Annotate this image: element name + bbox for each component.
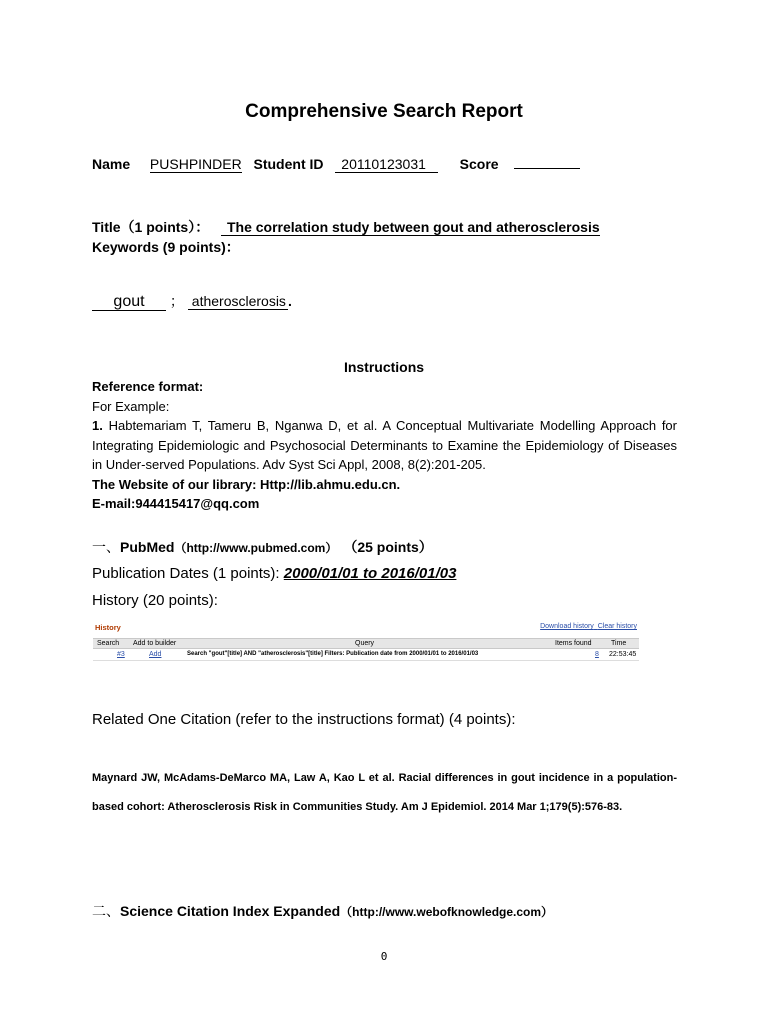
table-row [93,650,639,661]
sci-url: （http://www.webofknowledge.com） [340,905,554,919]
student-info-row [92,155,580,173]
keyword-end: . [287,293,292,309]
report-title-row [92,217,600,237]
sci-name: Science Citation Index Expanded [120,903,341,919]
keyword-2: atherosclerosis [188,294,288,310]
example-number: 1. [92,418,103,433]
publication-dates-row [92,565,456,582]
query-text: Search "gout"[title] AND "atherosclerosis"[title] Filters: Publication date from 2000/01/01 to 2016/01/03 [187,651,479,657]
keywords-row [92,291,292,311]
pubmed-prefix: 一、 [92,539,120,555]
search-number-link[interactable]: #3 [117,651,125,658]
library-website: The Website of our library: Http://lib.ahmu.edu.cn. [92,476,401,492]
score-field [514,155,580,169]
related-citation-text: Maynard JW, McAdams-DeMarco MA, Law A, Kao L et al. Racial differences in gout incidence in a population-based cohort: Atherosclerosis Risk in Communities Study. Am J Epidemiol. 2014 Mar 1;179(5):576-83. [92,772,677,813]
pubmed-section-heading [92,537,433,557]
header-search: Search [97,640,120,647]
page-title: Comprehensive Search Report [245,101,523,122]
reference-format-label: Reference format: [92,379,204,394]
name-field: PUSHPINDER [149,156,242,172]
instructions-heading: Instructions [343,359,425,375]
add-to-builder-link[interactable]: Add [149,651,162,658]
header-query: Query [355,640,375,647]
page-number: 0 [380,950,388,963]
name-label: Name [92,156,131,172]
student-id-label: Student ID [253,156,324,172]
clear-history-link[interactable]: Clear history [597,623,637,630]
history-table-title: History [95,623,121,632]
keyword-1: gout [92,293,166,311]
score-label: Score [459,156,499,172]
header-add: Add to builder [133,640,177,647]
pubmed-points: （25 points） [343,539,433,555]
header-items: Items found [555,640,592,647]
related-citation-label: Related One Citation (refer to the instructions format) (4 points): [92,711,516,728]
history-table-screenshot [93,620,639,664]
history-table-header [93,638,639,649]
sci-section-heading [92,901,553,921]
title-field: The correlation study between gout and atherosclerosis [221,220,600,236]
reference-example [92,416,677,475]
example-text: Habtemariam T, Tameru B, Nganwa D, et al. A Conceptual Multivariate Modelling Approach for Integrating Epidemiologic and Psychosocial Determinants to Examine the Epidemiology of Diseases in Under-served Populations. Adv Syst Sci Appl, 2008, 8(2):201-205. [92,418,677,472]
history-links [540,623,637,630]
history-label: History (20 points): [92,592,218,609]
student-id-field: 20110123031 [335,157,438,173]
header-time: Time [611,640,627,647]
publication-dates-label: Publication Dates (1 points): [92,565,280,582]
keyword-separator: ； [169,293,184,309]
for-example-label: For Example: [92,398,170,414]
items-found-link[interactable]: 8 [595,651,599,658]
download-history-link[interactable]: Download history [540,623,594,630]
keywords-label: Keywords (9 points)： [92,239,240,255]
pubmed-name: PubMed [120,539,175,555]
sci-prefix: 二、 [92,903,120,919]
reference-format-block [92,377,677,514]
pubmed-url: （http://www.pubmed.com） [174,541,338,555]
search-time: 22:53:45 [609,651,637,658]
contact-email: E-mail:944415417@qq.com [92,496,260,511]
title-label: Title（1 points）： [92,219,210,235]
publication-dates-value: 2000/01/01 to 2016/01/03 [283,565,457,582]
